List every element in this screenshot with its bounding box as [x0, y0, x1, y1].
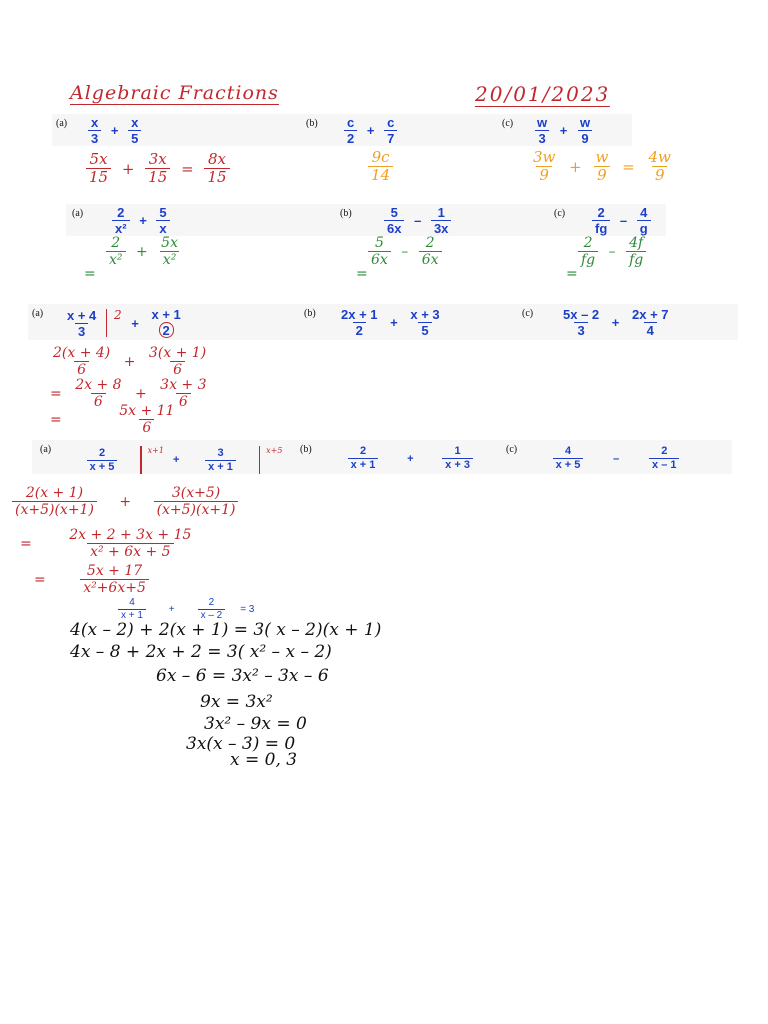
numerator: 2 [661, 445, 668, 457]
numerator: 4 [640, 205, 648, 220]
numerator: 5 [390, 205, 398, 220]
working-4-line2 [20, 528, 194, 559]
numerator: c [347, 115, 355, 130]
multiplier-mark [140, 446, 142, 474]
label-a: (a) [56, 118, 68, 129]
denominator: 6 [74, 361, 89, 377]
numerator: 2x + 7 [632, 307, 669, 322]
numerator: 2 [583, 235, 593, 251]
numerator: 9c [371, 148, 390, 166]
numerator: x + 1 [151, 307, 181, 322]
question-1c [534, 116, 593, 145]
denominator: x – 1 [649, 458, 679, 471]
equals-sign: = [622, 157, 635, 176]
denominator: 15 [204, 168, 229, 185]
question-1b [344, 116, 397, 145]
denominator: x + 1 [118, 609, 146, 621]
label-b: (b) [306, 118, 318, 129]
numerator: x + 3 [410, 307, 440, 322]
denominator: x + 5 [87, 460, 118, 473]
plus-sign: + [366, 123, 375, 138]
denominator: fg [592, 220, 610, 235]
solution-line-2: 4x – 8 + 2x + 2 = 3( x² – x – 2) [70, 642, 332, 662]
plus-sign: + [569, 157, 582, 176]
minus-sign: – [414, 213, 422, 228]
denominator: (x+5)(x+1) [12, 501, 97, 517]
numerator: 2(x + 1) [25, 485, 84, 501]
label-a: (a) [40, 444, 52, 455]
numerator: 2 [597, 205, 605, 220]
question-1a [88, 116, 141, 145]
solution-line-6: 3x(x – 3) = 0 [186, 734, 296, 754]
question-3a [64, 308, 184, 338]
numerator: 2 [208, 597, 215, 608]
working-2b [368, 236, 442, 267]
label-c: (c) [522, 308, 534, 319]
numerator: 3x [148, 150, 167, 168]
numerator: 5x [161, 235, 178, 251]
label-c: (c) [502, 118, 514, 129]
denominator: 9 [594, 166, 610, 183]
equals-sign: = [50, 411, 62, 428]
plus-sign: + [559, 123, 568, 138]
denominator: fg [578, 251, 598, 267]
numerator: w [537, 115, 548, 130]
numerator: 2x + 2 + 3x + 15 [69, 527, 192, 543]
solution-line-7: x = 0, 3 [230, 750, 298, 770]
denominator: 3 [75, 323, 88, 338]
equals-sign: = [566, 266, 578, 282]
denominator: (x+5)(x+1) [154, 501, 239, 517]
denominator: fg [626, 251, 646, 267]
denominator: 6x [419, 251, 442, 267]
numerator: 3(x + 1) [148, 345, 207, 361]
numerator: 5x – 2 [563, 307, 600, 322]
numerator: 2x + 1 [341, 307, 378, 322]
numerator: w [579, 115, 591, 130]
numerator: 3 [217, 446, 224, 459]
question-2c [592, 206, 651, 235]
equals-sign: = [50, 385, 62, 402]
equals-sign: = [356, 266, 368, 282]
minus-sign: – [401, 243, 409, 260]
plus-sign: + [119, 493, 132, 510]
denominator: 3 [574, 322, 587, 337]
denominator: 6 [91, 393, 106, 409]
numerator: 3(x+5) [171, 485, 221, 501]
equals-sign: = [20, 535, 32, 552]
working-1a [86, 152, 230, 185]
question-3b [338, 308, 443, 337]
equals-three: = 3 [240, 604, 255, 615]
denominator: x² + 6x + 5 [87, 543, 173, 559]
question-3c [560, 308, 672, 337]
numerator: x [131, 115, 139, 130]
numerator: 4 [564, 445, 572, 457]
numerator: 5 [374, 235, 384, 251]
denominator: 6 [170, 361, 185, 377]
working-1c [530, 150, 674, 183]
denominator: 5 [418, 322, 431, 337]
numerator: 1 [454, 445, 461, 457]
denominator: 14 [368, 166, 393, 183]
denominator: 6x [384, 220, 404, 235]
numerator: x [91, 115, 99, 130]
numerator: 2 [359, 445, 367, 457]
label-b: (b) [340, 208, 352, 219]
label-a: (a) [32, 308, 44, 319]
plus-sign: + [173, 454, 180, 466]
question-2b [384, 206, 451, 235]
question-4b [336, 446, 485, 471]
numerator: 5 [159, 205, 167, 220]
multiplier-mark [259, 446, 261, 474]
denominator: x + 5 [553, 458, 584, 471]
denominator: x + 3 [442, 458, 473, 471]
denominator: g [637, 220, 651, 235]
label-a: (a) [72, 208, 84, 219]
denominator: 9 [578, 130, 591, 145]
label-c: (c) [506, 444, 518, 455]
plus-sign: + [135, 243, 148, 260]
working-1b [368, 150, 393, 183]
page-title: Algebraic Fractions [70, 82, 279, 104]
numerator: 2x + 8 [75, 377, 122, 393]
denominator: 6 [176, 393, 191, 409]
plus-sign: + [611, 315, 620, 330]
numerator: 4f [629, 235, 644, 251]
solution-line-5: 3x² – 9x = 0 [204, 714, 307, 734]
numerator: 4 [129, 597, 135, 608]
denominator: 15 [86, 168, 111, 185]
numerator: 2 [98, 446, 106, 459]
denominator: 3x [431, 220, 451, 235]
working-2c [578, 236, 646, 267]
denominator: 2 [353, 322, 366, 337]
denominator: 2 [159, 322, 174, 338]
solution-line-1: 4(x – 2) + 2(x + 1) = 3( x – 2)(x + 1) [70, 620, 382, 640]
plus-sign: + [139, 213, 147, 228]
multiplier-label: x+5 [266, 446, 283, 455]
denominator: x²+6x+5 [80, 579, 149, 595]
denominator: 4 [644, 322, 657, 337]
denominator: 2 [344, 130, 357, 145]
plus-sign: + [123, 353, 136, 370]
denominator: 6x [368, 251, 391, 267]
numerator: 3w [533, 148, 556, 166]
minus-sign: – [613, 452, 620, 465]
plus-sign: + [121, 159, 135, 178]
equation [112, 598, 260, 621]
denominator: x – 2 [198, 609, 226, 621]
plus-sign: + [110, 123, 119, 138]
denominator: x² [160, 251, 180, 267]
plus-sign: + [407, 452, 414, 465]
numerator: w [595, 148, 609, 166]
numerator: 2 [425, 235, 435, 251]
numerator: 5x [89, 150, 108, 168]
numerator: 2 [117, 205, 125, 220]
denominator: x + 1 [205, 460, 236, 473]
numerator: x + 4 [67, 307, 97, 323]
working-2a [106, 236, 181, 267]
denominator: 7 [384, 130, 397, 145]
denominator: x² [106, 251, 126, 267]
denominator: 9 [536, 166, 552, 183]
denominator: x [156, 220, 169, 235]
denominator: 5 [128, 130, 141, 145]
working-4-line1 [12, 486, 238, 517]
numerator: c [387, 115, 395, 130]
denominator: 6 [139, 419, 154, 435]
equals-sign: = [84, 266, 96, 282]
plus-sign: + [168, 604, 175, 615]
equals-sign: = [181, 159, 194, 178]
working-4-line3 [34, 564, 149, 595]
multiplier-label: x+1 [147, 446, 164, 455]
denominator: 3 [88, 130, 101, 145]
numerator: 5x + 11 [119, 403, 175, 419]
question-2a [112, 206, 170, 235]
question-4a [70, 446, 282, 474]
denominator: 9 [652, 166, 668, 183]
numerator: 2 [111, 235, 121, 251]
denominator: 3 [535, 130, 548, 145]
minus-sign: – [619, 213, 628, 228]
plus-sign: + [134, 385, 147, 402]
numerator: 1 [437, 205, 445, 220]
plus-sign: + [390, 315, 398, 330]
label-b: (b) [304, 308, 316, 319]
multiplier-label: 2 [114, 308, 122, 322]
question-4c [540, 446, 692, 471]
numerator: 8x [208, 150, 227, 168]
numerator: 2(x + 4) [53, 345, 111, 361]
working-3-line1 [50, 346, 209, 377]
numerator: 4w [648, 148, 671, 166]
denominator: x + 1 [348, 458, 379, 471]
label-b: (b) [300, 444, 312, 455]
solution-line-3: 6x – 6 = 3x² – 3x – 6 [156, 666, 329, 686]
numerator: 3x + 3 [160, 377, 207, 393]
equals-sign: = [34, 571, 46, 588]
working-3-line3 [50, 404, 177, 435]
multiplier-mark [106, 309, 108, 337]
label-c: (c) [554, 208, 566, 219]
plus-sign: + [131, 315, 139, 331]
denominator: x² [112, 220, 130, 235]
date: 20/01/2023 [475, 82, 611, 106]
numerator: 5x + 17 [86, 563, 143, 579]
solution-line-4: 9x = 3x² [200, 692, 273, 712]
minus-sign: – [608, 243, 616, 260]
denominator: 15 [145, 168, 170, 185]
